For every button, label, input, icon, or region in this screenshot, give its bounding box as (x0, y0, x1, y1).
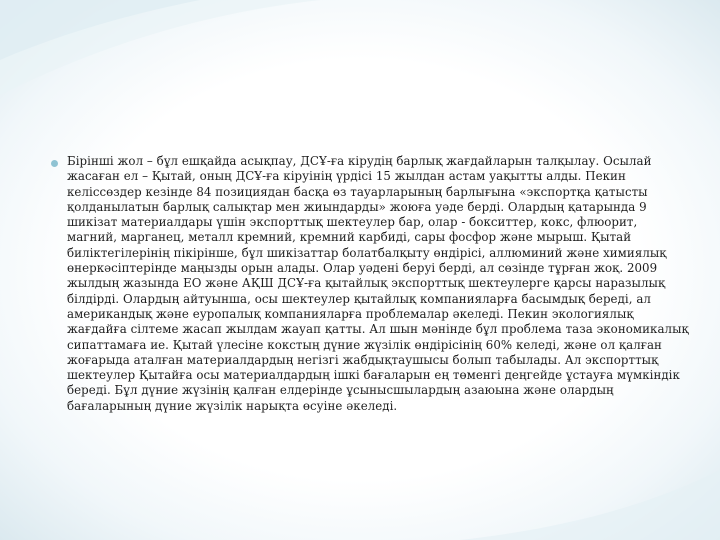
bullet-dot-icon (51, 160, 58, 167)
bullet-item (51, 154, 691, 414)
slide-body (51, 154, 691, 414)
body-paragraph: Бірінші жол – бұл ешқайда асықпау, ДСҰ-ға кірудің барлық жағдайларын талқылау. Осылай жасаған ел – Қытай, оның ДСҰ-ға кіруінің үрдісі 15 жылдан астам уақытты алды. Пекин келіссөздер кезінде 84 позициядан басқа өз тауарларының барлығына «экспортқа қатысты қолданылатын барлық салықтар мен жиындарды» жоюға уәде берді. Олардың қатарында 9 шикізат материалдары үшін экспорттық шектеулер бар, олар - бокситтер, кокс, флюорит, магний, марганец, металл кремний, кремний карбиді, сары фосфор және мырыш. Қытай биліктегілерінің пікірінше, бұл шикізаттар болатбалқыту өндірісі, аллюминий және химиялық өнеркәсіптерінде маңызды орын алады. Олар уәдені беруі берді, ал сөзінде тұрған жоқ. 2009 жылдың жазында ЕО және АҚШ ДСҰ-ға қытайлық экспорттық шектеулерге қарсы наразылық білдірді. Олардың айтуынша, осы шектеулер қытайлық компанияларға басымдық береді, ал американдық және еуропалық компанияларға проблемалар әкеледі. Пекин экологиялық жағдайға сілтеме жасап жылдам жауап қатты. Ал шын мәнінде бұл проблема таза экономикалық сипаттамаға ие. Қытай үлесіне кокстың дүние жүзілік өндірісінің 60% келеді, және ол қалған жоғарыда аталған материалдардың негізгі жабдықтаушысы болып табылады. Ал экспорттық шектеулер Қытайға осы материалдардың ішкі бағаларын ең төменгі деңгейде ұстауға мүмкіндік береді. Бұл дүние жүзінің қалған елдерінде ұсынысшылардың азаюына және олардың бағаларының дүние жүзілік нарықта өсуіне әкеледі. (67, 154, 689, 413)
